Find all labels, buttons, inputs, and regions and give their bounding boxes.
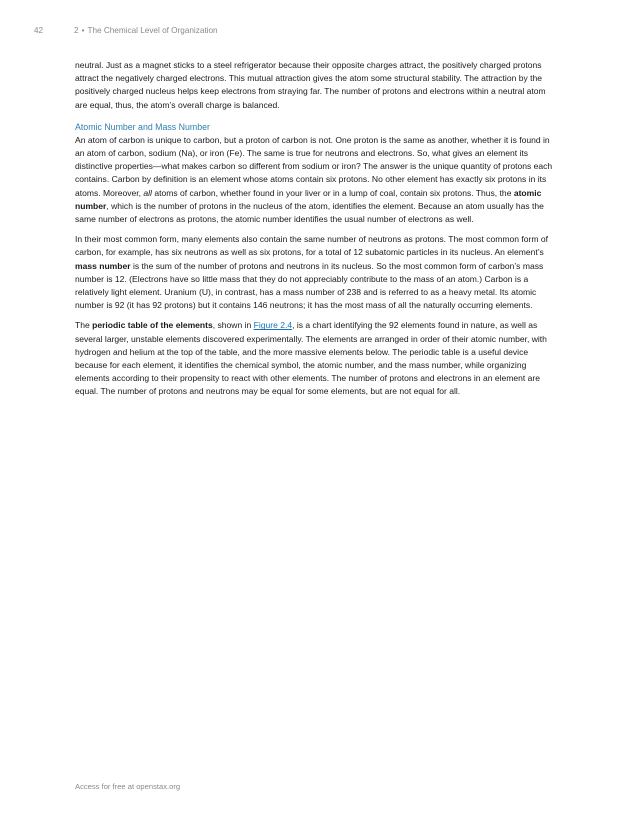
paragraph-3 <box>75 233 558 312</box>
paragraph-4-text-b: , shown in <box>212 320 254 331</box>
term-periodic-table: periodic table of the elements <box>92 320 213 331</box>
running-header <box>34 26 218 35</box>
page-number: 42 <box>34 26 44 35</box>
chapter-title: The Chemical Level of Organization <box>87 26 218 35</box>
section-heading: Atomic Number and Mass Number <box>75 121 210 132</box>
paragraph-1 <box>75 59 558 112</box>
emphasis-all: all <box>143 187 152 198</box>
paragraph-4 <box>75 319 558 398</box>
term-mass-number: mass number <box>75 260 131 271</box>
header-separator: • <box>81 26 85 35</box>
paragraph-4-text-a: The <box>75 320 93 331</box>
paragraph-2-text-a: An atom of carbon is unique to carbon, but a proton of carbon is not. One proton is the same as another, whether it is found in an atom of carbon, sodium (Na), or iron (Fe). The same is true for neutrons and electrons. So, what gives an element its distinctive properties—what makes carbon so different from sodium or iron? The answer is the unique quantity of protons each contains. Carbon by definition is an element whose atoms contain six protons. No other element has exactly six protons in its atoms. Moreover, <box>75 134 553 198</box>
figure-2-4-link[interactable]: Figure 2.4 <box>253 320 293 331</box>
paragraph-2-text-b: atoms of carbon, whether found in your liver or in a lump of coal, contain six protons. Thus, the <box>151 187 514 198</box>
paragraph-2 <box>75 134 558 226</box>
chapter-number: 2 <box>74 26 79 35</box>
paragraph-1-text: neutral. Just as a magnet sticks to a steel refrigerator because their opposite charges attract, the positively charged protons attract the negatively charged electrons. This mutual attraction gives the atom some structural stability. The attraction by the positively charged nucleus helps keep electrons from straying far. The number of protons and electrons within a neutral atom are equal, thus, the atom’s overall charge is balanced. <box>75 60 546 110</box>
paragraph-4-text-c: , is a chart identifying the 92 elements found in nature, as well as several larger, unstable elements discovered experimentally. The elements are arranged in order of their atomic number, with hydrogen and helium at the top of the table, and the more massive elements below. The periodic table is a useful device because for each element, it identifies the chemical symbol, the atomic number, and the mass number, while organizing elements according to their propensity to react with other elements. The number of protons and electrons in an element are equal. The number of protons and neutrons may be equal for some elements, but are not equal for all. <box>75 320 547 397</box>
page-content <box>75 59 558 406</box>
paragraph-3-text-b: is the sum of the number of protons and neutrons in its nucleus. So the most common form of carbon’s mass number is 12. (Electrons have so little mass that they do not appreciably contribute to the mass of an atom.) Carbon is a relatively light element. Uranium (U), in contrast, has a mass number of 238 and is referred to as a heavy metal. Its atomic number is 92 (it has 92 protons) but it contains 146 neutrons; it has the most mass of all the naturally occurring elements. <box>75 260 544 311</box>
running-footer: Access for free at openstax.org <box>75 782 181 791</box>
paragraph-2-text-c: , which is the number of protons in the nucleus of the atom, identifies the element. Because an atom usually has the same number of electrons as protons, the atomic number identifies the usual number of electrons as well. <box>75 200 544 225</box>
paragraph-3-text-a: In their most common form, many elements also contain the same number of neutrons as protons. The most common form of carbon, for example, has six neutrons as well as six protons, for a total of 12 subatomic particles in its nucleus. An element’s <box>75 234 548 258</box>
term-atomic-number: atomic number <box>75 187 542 211</box>
